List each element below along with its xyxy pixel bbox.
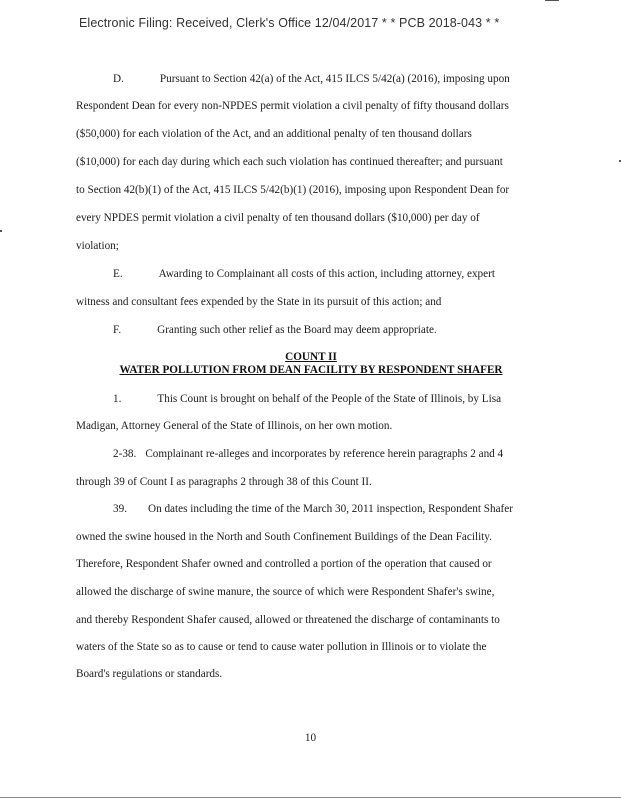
paragraph-39-line-2: Therefore, Respondent Shafer owned and controlled a portion of the operation that caused or <box>76 558 492 570</box>
paragraph-39-line-0: On dates including the time of the March 30, 2011 inspection, Respondent Shafer <box>147 503 513 515</box>
paragraph-39-line-6: Board's regulations or standards. <box>76 668 223 680</box>
paragraph-d-line-2: ($50,000) for each violation of the Act, and an additional penalty of ten thousand dollars <box>76 128 472 140</box>
scan-edge-mark-bottom <box>0 797 621 798</box>
paragraph-d-label: D. <box>113 73 124 85</box>
paragraph-39-first-line <box>113 503 513 515</box>
count-title: COUNT II <box>285 351 337 363</box>
paragraph-39-label: 39. <box>113 503 127 515</box>
page-number: 10 <box>304 732 317 744</box>
paragraph-d-line-1: Respondent Dean for every non-NPDES permit violation a civil penalty of fifty thousand dollars <box>76 100 509 112</box>
paragraph-d-line-3: ($10,000) for each day during which each such violation has continued thereafter; and pursuant <box>76 156 503 168</box>
paragraph-2-38-first-line <box>113 448 503 460</box>
paragraph-1-label: 1. <box>113 393 122 405</box>
filing-header: Electronic Filing: Received, Clerk's Office 12/04/2017 * * PCB 2018-043 * * <box>79 16 500 30</box>
scan-edge-mark-top <box>545 0 559 1</box>
paragraph-f-first-line <box>113 324 437 336</box>
paragraph-e-first-line <box>113 268 495 280</box>
paragraph-f-line-0: Granting such other relief as the Board may deem appropriate. <box>157 324 437 336</box>
paragraph-39-line-4: and thereby Respondent Shafer caused, allowed or threatened the discharge of contaminants to <box>76 614 500 626</box>
paragraph-e-label: E. <box>113 268 123 280</box>
paragraph-39-line-5: waters of the State so as to cause or tend to cause water pollution in Illinois or to violate the <box>76 641 487 653</box>
paragraph-d-line-5: every NPDES permit violation a civil penalty of ten thousand dollars ($10,000) per day of <box>76 212 480 224</box>
paragraph-e-line-0: Awarding to Complainant all costs of this action, including attorney, expert <box>158 268 495 280</box>
paragraph-d-line-0: Pursuant to Section 42(a) of the Act, 415 ILCS 5/42(a) (2016), imposing upon <box>159 73 510 85</box>
paragraph-1-line-0: This Count is brought on behalf of the People of the State of Illinois, by Lisa <box>157 393 502 405</box>
paragraph-39-line-3: allowed the discharge of swine manure, the source of which were Respondent Shafer's swine, <box>76 586 495 598</box>
count-subtitle: WATER POLLUTION FROM DEAN FACILITY BY RESPONDENT SHAFER <box>119 364 503 376</box>
paragraph-2-38-line-0: Complainant re-alleges and incorporates by reference herein paragraphs 2 and 4 <box>145 448 504 460</box>
paragraph-e-line-1: witness and consultant fees expended by the State in its pursuit of this action; and <box>76 296 442 308</box>
paragraph-d-line-4: to Section 42(b)(1) of the Act, 415 ILCS 5/42(b)(1) (2016), imposing upon Respondent Dean for <box>76 184 510 196</box>
paragraph-2-38-line-1: through 39 of Count I as paragraphs 2 through 38 of this Count II. <box>76 476 372 488</box>
scan-edge-mark-left <box>0 230 2 232</box>
paragraph-f-label: F. <box>113 324 122 336</box>
paragraph-1-line-1: Madigan, Attorney General of the State of Illinois, on her own motion. <box>76 420 393 432</box>
paragraph-39-line-1: owned the swine housed in the North and South Confinement Buildings of the Dean Facility. <box>76 531 492 543</box>
paragraph-d-line-6: violation; <box>76 240 119 252</box>
paragraph-2-38-label: 2-38. <box>113 448 137 460</box>
paragraph-d-first-line <box>113 73 510 85</box>
paragraph-1-first-line <box>113 393 501 405</box>
